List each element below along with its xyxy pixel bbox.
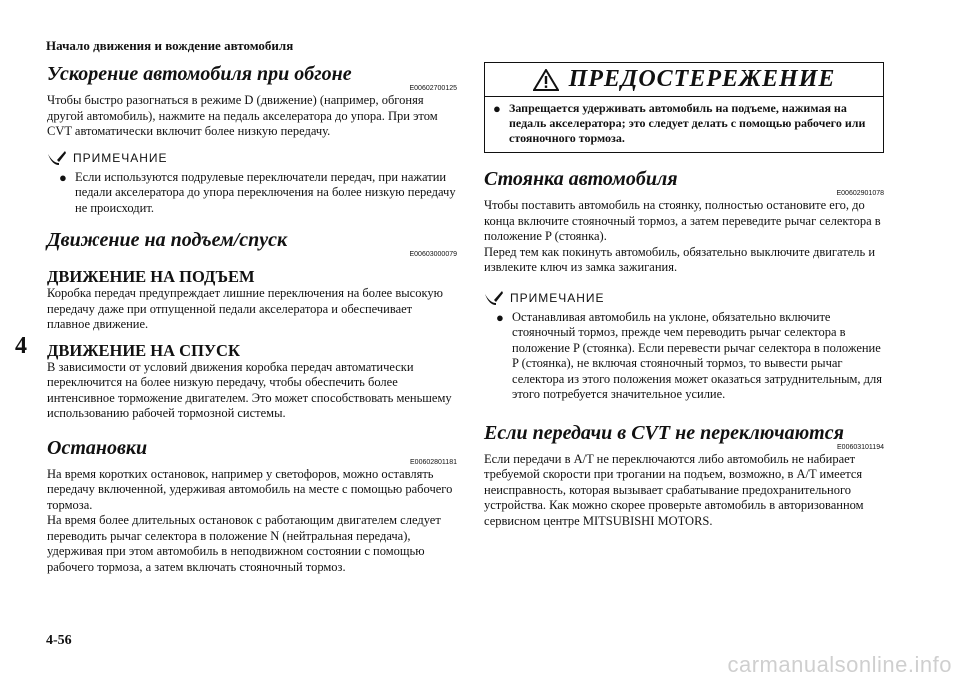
section-title: Движение на подъем/спуск xyxy=(47,229,288,251)
section-code: E00602700125 xyxy=(409,85,457,92)
section-cvt-not-shifting xyxy=(484,421,884,530)
section-code: E00603000079 xyxy=(409,251,457,258)
note-bullet xyxy=(59,170,457,217)
section-overtaking xyxy=(47,62,457,140)
subsection-text: Коробка передач предупреждает лишние переключения на более высокую передачу даже при отпущенной педали акселератора и обеспечивает плавное движение. xyxy=(47,286,443,331)
section-text: Чтобы быстро разогнаться в режиме D (движение) (например, обгоняя другой автомобиль), нажмите на педаль акселератора до упора. При этом CVT автоматически включит более низкую передачу. xyxy=(47,93,438,138)
note-pen-icon xyxy=(484,290,504,306)
subsection-title: ДВИЖЕНИЕ НА СПУСК xyxy=(47,340,240,360)
section-text: На время более длительных остановок с работающим двигателем следует переводить рычаг селектора в положение N (нейтральная передача), удерживая при этом автомобиль в неподвижном состоянии с помощью рабочего тормоза, а затем включать стояночный тормоз. xyxy=(47,513,441,574)
section-title: Стоянка автомобиля xyxy=(484,168,678,190)
bullet-dot-icon: ● xyxy=(496,309,504,325)
section-text: Чтобы поставить автомобиль на стоянку, полностью остановите его, до конца включите стояночный тормоз, а затем переведите рычаг селектора в положение P (стоянка). xyxy=(484,198,881,243)
left-column xyxy=(47,62,457,575)
section-text: Перед тем как покинуть автомобиль, обязательно выключите двигатель и извлеките ключ из замка зажигания. xyxy=(484,244,876,274)
note-header xyxy=(47,150,457,166)
note-block xyxy=(484,290,884,403)
section-text: На время коротких остановок, например у светофоров, можно оставлять передачу включенной, удерживая автомобиль на месте с помощью рабочего тормоза. xyxy=(47,466,453,512)
warning-triangle-icon xyxy=(533,69,559,91)
bullet-dot-icon: ● xyxy=(59,169,67,185)
section-title: Ускорение автомобиля при обгоне xyxy=(47,63,352,85)
chapter-number: 4 xyxy=(15,333,27,359)
section-uphill-downhill xyxy=(47,228,457,422)
right-column xyxy=(484,62,884,529)
warning-body xyxy=(485,97,883,152)
subsection-title: ДВИЖЕНИЕ НА ПОДЪЕМ xyxy=(47,267,255,286)
section-code: E00603101194 xyxy=(837,443,884,451)
warning-text: Запрещается удерживать автомобиль на подъеме, нажимая на педаль акселератора; это следует делать с помощью рабочего или стояночного тормоза. xyxy=(509,101,866,145)
subsection-text: В зависимости от условий движения коробка передач автоматически переключится на более низкую передачу, чтобы обеспечить более интенсивное торможение двигателем. Это может способствовать меньшему использованию рабочей тормозной системы. xyxy=(47,359,452,420)
note-header xyxy=(484,290,884,306)
section-code: E00602901078 xyxy=(836,190,884,197)
watermark: carmanualsonline.info xyxy=(727,652,952,677)
page-number: 4-56 xyxy=(46,633,72,648)
running-header: Начало движения и вождение автомобиля xyxy=(46,38,294,53)
note-label: ПРИМЕЧАНИЕ xyxy=(73,150,168,165)
section-title: Остановки xyxy=(47,436,148,459)
section-text: Если передачи в A/T не переключаются либо автомобиль не набирает требуемой скорости при трогании на подъем, возможно, в A/T имеется неисправность, которая вызывает срабатывание предохранительного устройства. Как можно скорее проверьте автомобиль в авторизованном сервисном центре MITSUBISHI MOTORS. xyxy=(484,451,864,528)
note-bullet xyxy=(496,310,884,403)
note-pen-icon xyxy=(47,150,67,166)
note-text: Если используются подрулевые переключатели передач, при нажатии педали акселератора до упора переключения на более низкую передачу не происходит. xyxy=(75,169,456,215)
warning-box xyxy=(484,62,884,153)
section-stops xyxy=(47,436,457,576)
section-code: E00602801181 xyxy=(410,458,457,466)
warning-title: ПРЕДОСТЕРЕЖЕНИЕ xyxy=(568,66,836,92)
note-block xyxy=(47,150,457,217)
bullet-dot-icon: ● xyxy=(493,101,501,116)
section-parking xyxy=(484,167,884,276)
note-label: ПРИМЕЧАНИЕ xyxy=(510,290,605,305)
section-title: Если передачи в CVT не переключаются xyxy=(484,421,844,444)
note-text: Останавливая автомобиль на уклоне, обязательно включите стояночный тормоз, прежде чем переводить рычаг селектора в положение P (стоянка). Если перевести рычаг селектора в положение P (стоянка), не включая стояночный тормоз, то вывести рычаг селектора из этого положения может оказаться затруднительным, для этого потребуется значительное усилие. xyxy=(512,309,882,401)
warning-header xyxy=(485,63,883,97)
